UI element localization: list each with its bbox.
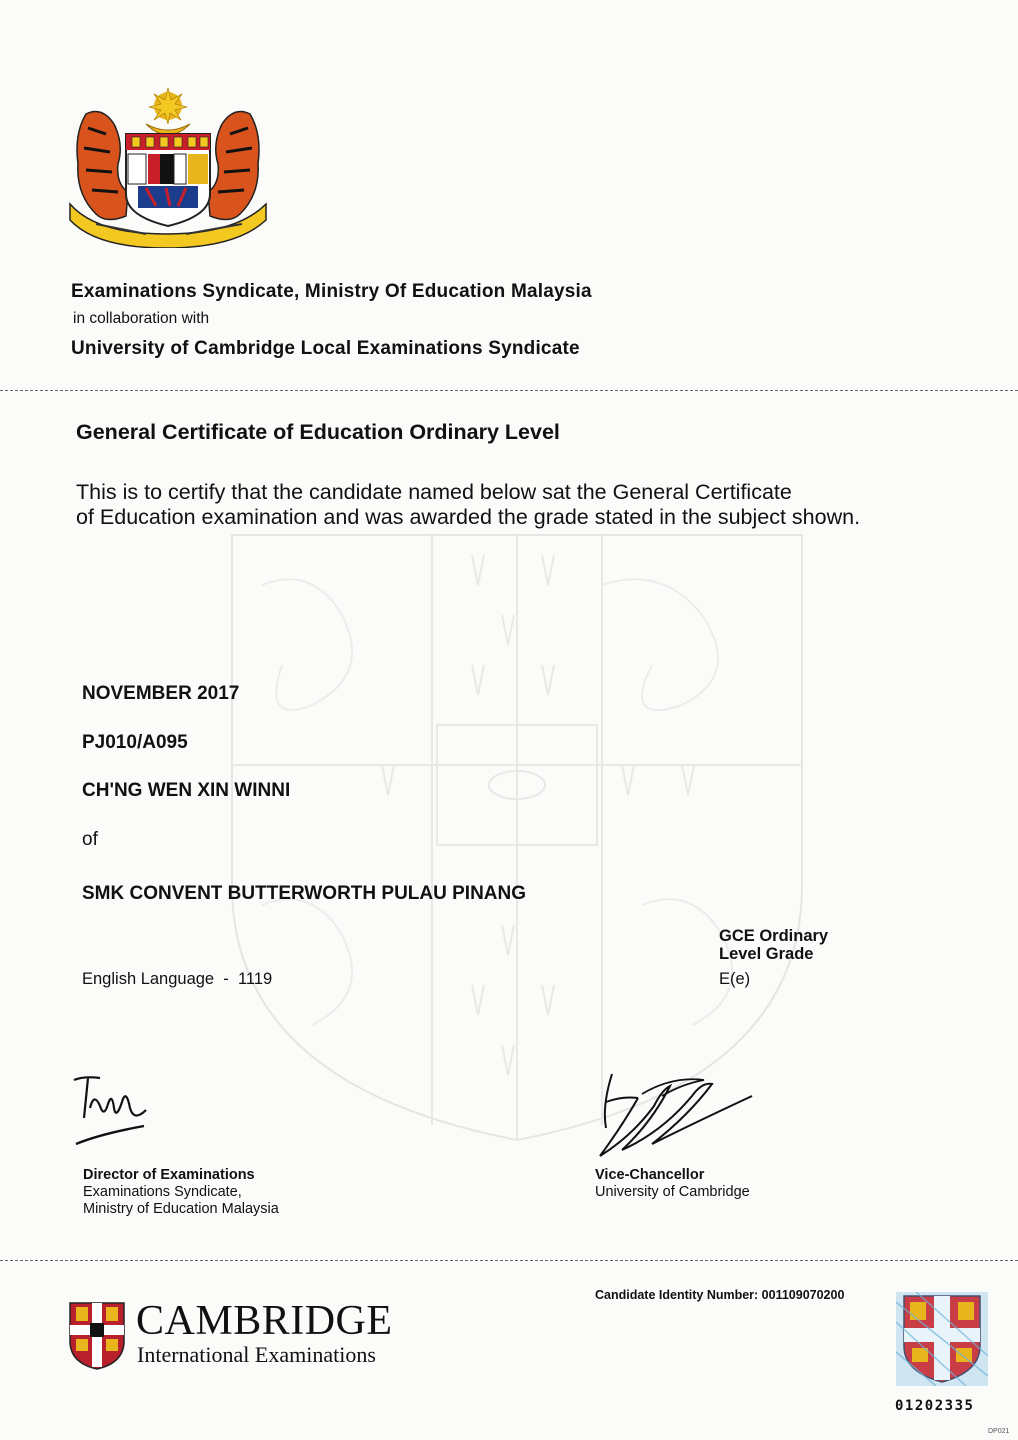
watermark-arms-icon [222,525,812,1145]
candidate-name: CH'NG WEN XIN WINNI [82,780,291,801]
cambridge-shield-icon [68,1301,126,1371]
of-label: of [82,829,98,850]
director-signature-block [83,1167,279,1218]
statement-line-1: This is to certify that the candidate named below sat the General Certificate [76,480,792,504]
grade-column-header [719,927,828,963]
grade-header-line-1: GCE Ordinary [719,927,829,945]
hologram-seal-icon [896,1292,988,1386]
vice-chancellor-signature-block [595,1167,750,1201]
director-title: Director of Examinations [83,1167,255,1183]
vice-chancellor-signature-icon [592,1066,757,1162]
certificate-statement [76,480,1006,530]
statement-line-2: of Education examination and was awarded the grade stated in the subject shown. [76,505,861,529]
cambridge-syndicate-heading: University of Cambridge Local Examinations Syndicate [71,338,580,359]
certificate-serial-number: 01202335 [895,1398,975,1414]
director-ministry: Ministry of Education Malaysia [83,1201,279,1217]
director-signature-icon [70,1068,160,1150]
cambridge-wordmark: CAMBRIDGE [136,1298,393,1344]
syndicate-heading: Examinations Syndicate, Ministry Of Education Malaysia [71,281,592,302]
school-name: SMK CONVENT BUTTERWORTH PULAU PINANG [82,883,527,904]
malaysia-coat-of-arms-icon [66,84,270,248]
collaboration-text: in collaboration with [73,310,210,327]
cambridge-subtitle: International Examinations [137,1342,376,1367]
director-org: Examinations Syndicate, [83,1184,242,1200]
subject-name: English Language - 1119 [82,970,273,988]
divider [0,390,1018,391]
subject-grade: E(e) [719,970,751,988]
exam-session: NOVEMBER 2017 [82,683,240,704]
footer-divider [0,1260,1018,1261]
vice-chancellor-title: Vice-Chancellor [595,1167,705,1183]
centre-number: PJ010/A095 [82,732,188,753]
certificate-title: General Certificate of Education Ordinary Level [76,420,560,444]
grade-header-line-2: Level Grade [719,945,814,963]
candidate-identity-number: Candidate Identity Number: 001109070200 [595,1288,845,1302]
vice-chancellor-org: University of Cambridge [595,1184,750,1200]
print-code: DP021 [988,1428,1010,1435]
